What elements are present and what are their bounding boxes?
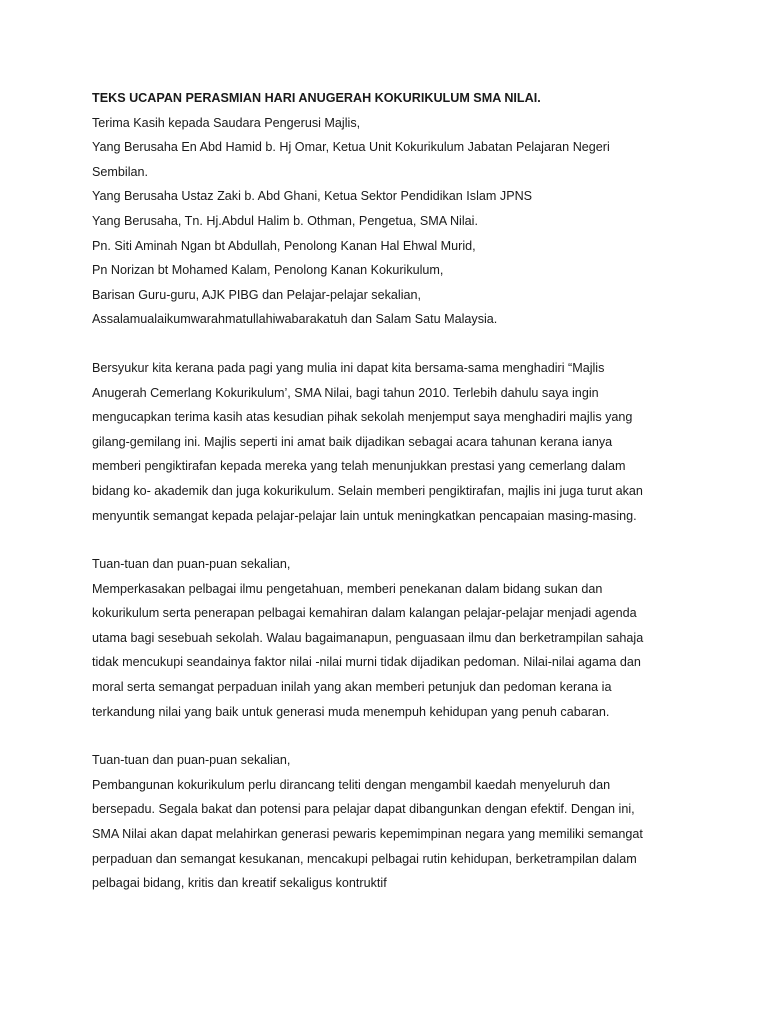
paragraph-line: SMA Nilai akan dapat melahirkan generasi pewaris kepemimpinan negara yang memiliki semangat bbox=[92, 827, 643, 842]
paragraph-line: Tuan-tuan dan puan-puan sekalian, bbox=[92, 753, 291, 768]
paragraph-line: Memperkasakan pelbagai ilmu pengetahuan, memberi penekanan dalam bidang sukan dan bbox=[92, 581, 603, 596]
paragraph-line: tidak mencukupi seandainya faktor nilai -nilai murni tidak dijadikan pedoman. Nilai-nilai agama dan bbox=[92, 655, 641, 670]
salutation-line: Yang Berusaha Ustaz Zaki b. Abd Ghani, Ketua Sektor Pendidikan Islam JPNS bbox=[92, 189, 533, 204]
salutation-line: Barisan Guru-guru, AJK PIBG dan Pelajar-pelajar sekalian, bbox=[92, 287, 422, 302]
salutation-line: Assalamualaikumwarahmatullahiwabarakatuh dan Salam Satu Malaysia. bbox=[92, 312, 498, 327]
paragraph-spacer bbox=[92, 724, 708, 748]
paragraph-line: gilang-gemilang ini. Majlis seperti ini amat baik dijadikan sebagai acara tahunan kerana ianya bbox=[92, 434, 613, 449]
paragraph-line: Tuan-tuan dan puan-puan sekalian, bbox=[92, 557, 291, 572]
document-title: TEKS UCAPAN PERASMIAN HARI ANUGERAH KOKURIKULUM SMA NILAI. bbox=[92, 91, 541, 105]
paragraph-spacer bbox=[92, 528, 708, 552]
paragraph-line: utama bagi sesebuah sekolah. Walau bagaimanapun, penguasaan ilmu dan berketrampilan sahaja bbox=[92, 630, 644, 645]
salutation-line: Terima Kasih kepada Saudara Pengerusi Majlis, bbox=[92, 115, 361, 130]
paragraph-2 bbox=[92, 552, 708, 724]
paragraph-line: pelbagai bidang, kritis dan kreatif sekaligus kontruktif bbox=[92, 876, 387, 891]
paragraph-1 bbox=[92, 356, 708, 528]
salutation-line: Pn. Siti Aminah Ngan bt Abdullah, Penolong Kanan Hal Ehwal Murid, bbox=[92, 238, 476, 253]
paragraph-line: mengucapkan terima kasih atas kesudian pihak sekolah menjemput saya menghadiri majlis yang bbox=[92, 410, 633, 425]
paragraph-spacer bbox=[92, 332, 708, 356]
paragraph-line: moral serta semangat perpaduan inilah yang akan memberi petunjuk dan pedoman kerana ia bbox=[92, 680, 612, 695]
paragraph-line: bersepadu. Segala bakat dan potensi para pelajar dapat dibangunkan dengan efektif. Dengan ini, bbox=[92, 802, 635, 817]
paragraph-line: Pembangunan kokurikulum perlu dirancang teliti dengan mengambil kaedah menyeluruh dan bbox=[92, 777, 611, 792]
paragraph-line: kokurikulum serta penerapan pelbagai kemahiran dalam kalangan pelajar-pelajar menjadi agenda bbox=[92, 606, 637, 621]
paragraph-line: Bersyukur kita kerana pada pagi yang mulia ini dapat kita bersama-sama menghadiri “Majlis bbox=[92, 360, 605, 375]
paragraph-line: menyuntik semangat kepada pelajar-pelajar lain untuk meningkatkan pencapaian masing-masing. bbox=[92, 508, 637, 523]
salutation-line: Yang Berusaha En Abd Hamid b. Hj Omar, Ketua Unit Kokurikulum Jabatan Pelajaran Negeri bbox=[92, 140, 610, 155]
paragraph-line: terkandung nilai yang baik untuk generasi muda menempuh kehidupan yang penuh cabaran. bbox=[92, 704, 610, 719]
paragraph-line: Anugerah Cemerlang Kokurikulum’, SMA Nilai, bagi tahun 2010. Terlebih dahulu saya ingin bbox=[92, 385, 599, 400]
salutation-line: Pn Norizan bt Mohamed Kalam, Penolong Kanan Kokurikulum, bbox=[92, 263, 444, 278]
salutation-line: Yang Berusaha, Tn. Hj.Abdul Halim b. Othman, Pengetua, SMA Nilai. bbox=[92, 213, 478, 228]
paragraph-line: memberi pengiktirafan kepada mereka yang telah menunjukkan prestasi yang cemerlang dalam bbox=[92, 459, 626, 474]
salutation-line: Sembilan. bbox=[92, 164, 149, 179]
paragraph-line: perpaduan dan semangat kesukanan, mencakupi pelbagai rutin kehidupan, berketrampilan dalam bbox=[92, 851, 637, 866]
paragraph-line: bidang ko- akademik dan juga kokurikulum. Selain memberi pengiktirafan, majlis ini juga turut akan bbox=[92, 483, 643, 498]
paragraph-3 bbox=[92, 748, 708, 896]
salutations-block bbox=[92, 111, 708, 332]
